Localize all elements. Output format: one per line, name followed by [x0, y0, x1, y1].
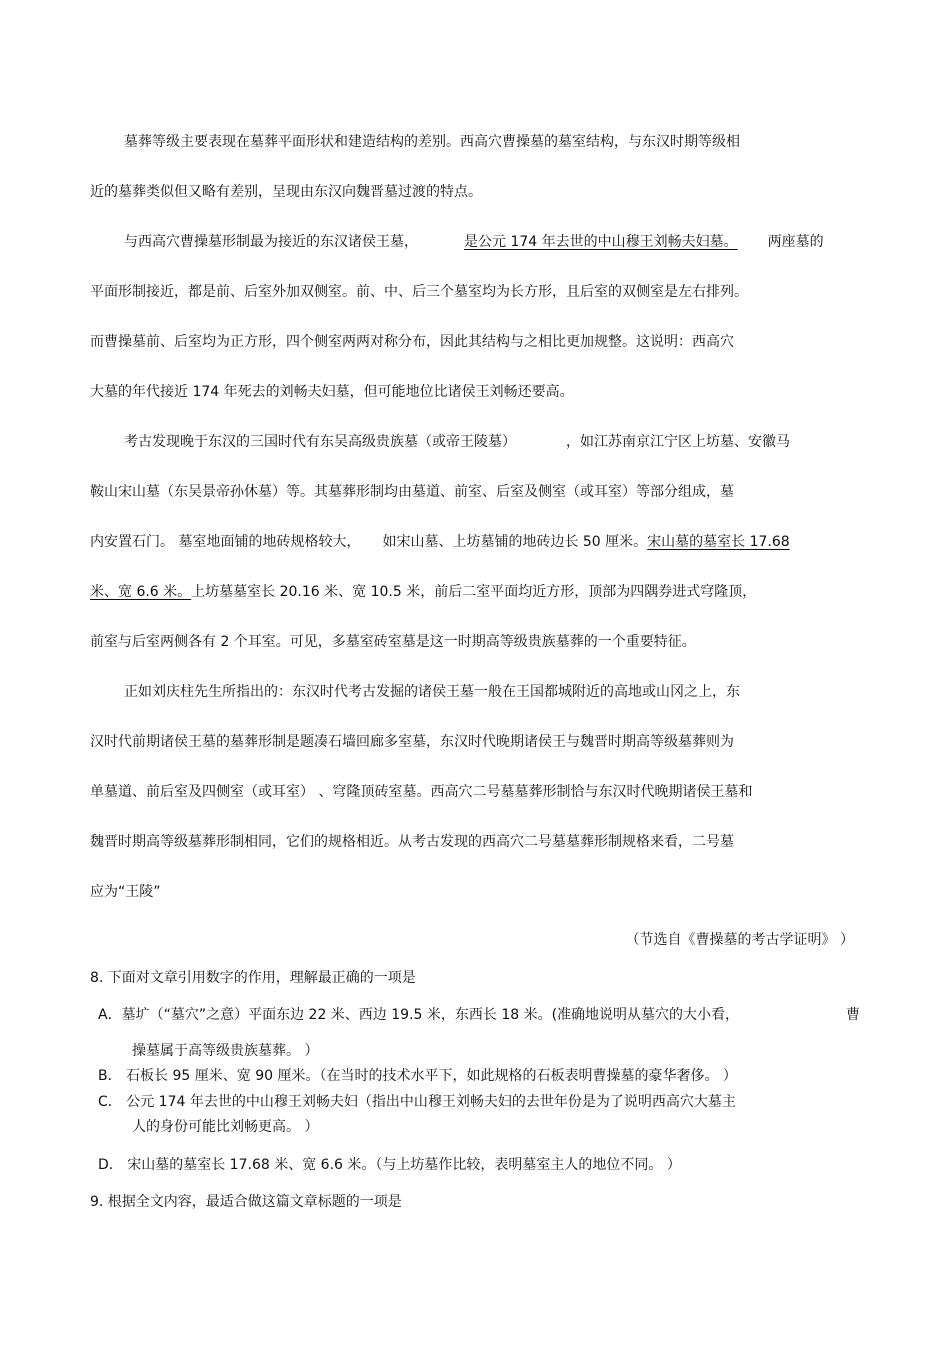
text-segment: 内安置石门。 墓室地面铺的地砖规格较大，: [90, 534, 361, 550]
text-segment: 上坊墓墓室长 20.16 米、宽 10.5 米，前后二室平面均近方形，顶部为四隅券进式穹隆顶，: [191, 584, 757, 600]
text-segment: 与西高穴曹操墓形制最为接近的东汉诸侯王墓，: [124, 234, 418, 250]
option-c: C． 公元 174 年去世的中山穆王刘畅夫妇（指出中山穆王刘畅夫妇的去世年份是为了说明西高穴大墓主: [98, 1094, 736, 1110]
passage-line: 鞍山宋山墓（东吴景帝孙休墓）等。其墓葬形制均由墓道、前室、后室及侧室（或耳室）等部分组成，墓: [90, 484, 734, 500]
passage-line: [124, 232, 824, 252]
text-segment: ，如江苏南京江宁区上坊墓、安徽马: [566, 434, 790, 450]
source-citation: （节选自《曹操墓的考古学证明》 ）: [625, 932, 854, 948]
passage-line: 大墓的年代接近 174 年死去的刘畅夫妇墓，但可能地位比诸侯王刘畅还要高。: [90, 384, 574, 400]
passage-line: [90, 532, 790, 552]
option-d: D． 宋山墓的墓室长 17.68 米、宽 6.6 米。（与上坊墓作比较，表明墓室主人的地位不同。 ）: [98, 1157, 681, 1173]
underlined-text: 米、宽 6.6 米。: [90, 584, 192, 600]
passage-line: 魏晋时期高等级墓葬形制相同，它们的规格相近。从考古发现的西高穴二号墓墓葬形制规格来看，二号墓: [90, 834, 734, 850]
passage-line: 应为“王陵”: [90, 884, 161, 900]
passage-line: [90, 582, 756, 602]
option-c-line2: 人的身份可能比刘畅更高。 ）: [132, 1119, 319, 1135]
passage-line: 墓葬等级主要表现在墓葬平面形状和建造结构的差别。西高穴曹操墓的墓室结构，与东汉时期等级相: [124, 134, 740, 150]
option-b: B． 石板长 95 厘米、宽 90 厘米。（在当时的技术水平下，如此规格的石板表明曹操墓的豪华奢侈。 ）: [98, 1068, 737, 1084]
passage-line: [124, 432, 790, 452]
passage-line: 单墓道、前后室及四侧室（或耳室） 、穹隆顶砖室墓。西高穴二号墓墓葬形制恰与东汉时代晚期诸侯王墓和: [90, 784, 753, 800]
passage-line: 正如刘庆柱先生所指出的：东汉时代考古发掘的诸侯王墓一般在王国都城附近的高地或山冈之上，东: [124, 684, 740, 700]
question-9-stem: 9. 根据全文内容，最适合做这篇文章标题的一项是: [90, 1194, 402, 1210]
underlined-text: 是公元 174 年去世的中山穆王刘畅夫妇墓。: [464, 234, 738, 250]
underlined-text: 宋山墓的墓室长 17.68: [647, 534, 790, 550]
passage-line: 前室与后室两侧各有 2 个耳室。可见，多墓室砖室墓是这一时期高等级贵族墓葬的一个重要特征。: [90, 634, 696, 650]
option-a-continuation: 曹: [846, 1007, 860, 1023]
option-a-line2: 操墓属于高等级贵族墓葬。 ）: [132, 1043, 319, 1059]
passage-line: 平面形制接近，都是前、后室外加双侧室。前、中、后三个墓室均为长方形，且后室的双侧室是左右排列。: [90, 284, 748, 300]
question-8-stem: 8. 下面对文章引用数字的作用，理解最正确的一项是: [90, 970, 416, 986]
text-segment: 考古发现晚于东汉的三国时代有东吴高级贵族墓（或帝王陵墓）: [124, 434, 516, 450]
passage-line: 汉时代前期诸侯王墓的墓葬形制是题凑石墙回廊多室墓，东汉时代晚期诸侯王与魏晋时期高等级墓葬则为: [90, 734, 734, 750]
text-segment: 如宋山墓、上坊墓铺的地砖边长 50 厘米。: [382, 534, 648, 550]
text-segment: 两座墓的: [767, 234, 824, 250]
passage-line: 近的墓葬类似但又略有差别，呈现由东汉向魏晋墓过渡的特点。: [90, 184, 482, 200]
passage-line: 而曹操墓前、后室均为正方形，四个侧室两两对称分布，因此其结构与之相比更加规整。这说明：西高穴: [90, 334, 734, 350]
option-a: A．墓圹（“墓穴”之意）平面东边 22 米、西边 19.5 米，东西长 18 米。(准确地说明从墓穴的大小看，: [98, 1007, 740, 1023]
